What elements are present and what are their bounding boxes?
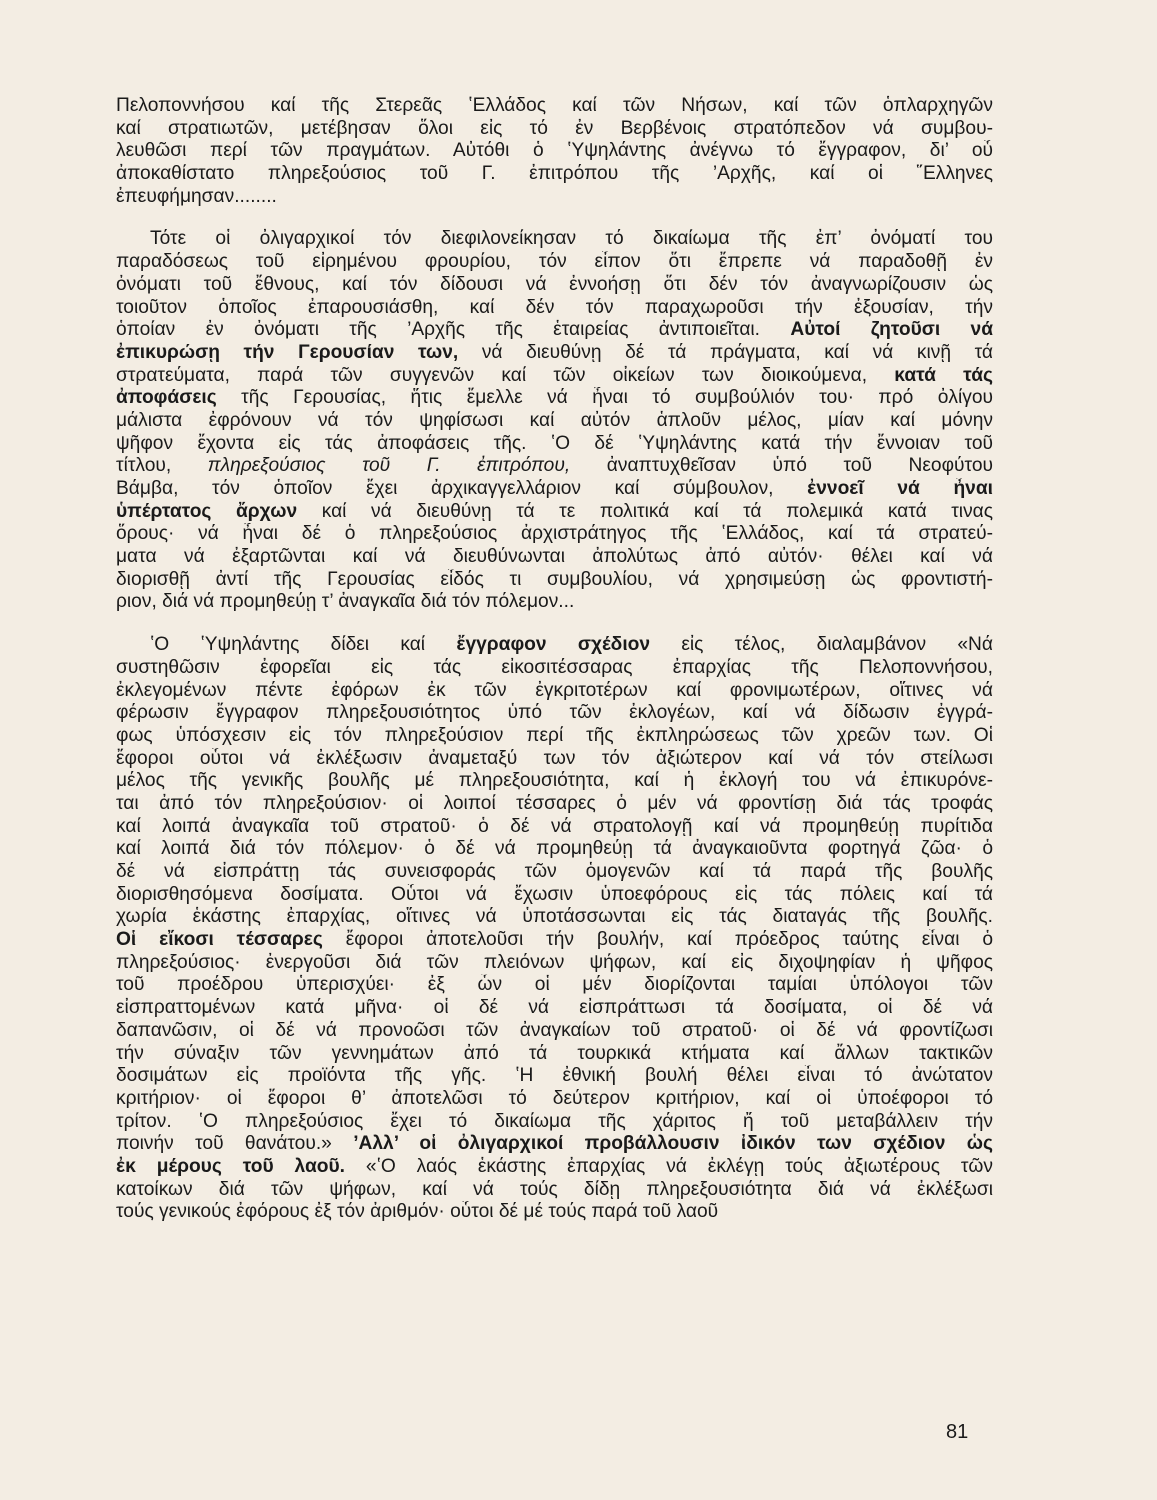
text-run: τοῦ προέδρου ὑπερισχύει· ἐξ ὧν οἱ μέν διορίζονται ταμίαι ὑπόλογοι τῶν [116,974,993,996]
text-line [116,228,993,251]
text-line [116,997,993,1020]
text-line [116,274,993,297]
page-number: 81 [946,1421,969,1443]
text-run: νά διευθύνῃ δέ τά πράγματα, καί νά κινῇ τά [458,341,993,363]
text-line [116,1201,993,1224]
text-line [116,591,993,614]
text-run: τῆς Γερουσίας, ἥτις ἔμελλε νά ἦναι τό συμβούλιόν του· πρό ὀλίγου [216,387,993,409]
text-run: εἰς τέλος, διαλαμβάνον «Νά [650,634,993,656]
bold-text: κατά τάς [894,364,993,386]
bold-text: ἔγγραφον σχέδιον [456,634,651,656]
text-run: μάλιστα ἐφρόνουν νά τόν ψηφίσωσι καί αὐτόν ἁπλοῦν μέλος, μίαν καί μόνην [116,409,993,431]
text-run: καί λοιπά διά τόν πόλεμον· ὁ δέ νά προμηθεύῃ τά ἀναγκαιοῦντα φορτηγά ζῶα· ὁ [116,838,993,860]
text-line [116,118,993,141]
text-run: καί λοιπά ἀναγκαῖα τοῦ στρατοῦ· ὁ δέ νά στρατολογῇ καί νά προμηθεύῃ πυρίτιδα [116,815,993,837]
text-run: ψῆφον ἔχοντα εἰς τάς ἀποφάσεις τῆς. ʽΟ δέ ʽΥψηλάντης κατά τήν ἔννοιαν τοῦ [116,432,993,454]
text-run: ποινήν τοῦ θανάτου.» [116,1133,354,1155]
text-run: ἀποκαθίστατο πληρεξούσιος τοῦ Γ. ἐπιτρόπου τῆς ’Αρχῆς, καί οἱ ῞Ελληνες [116,163,993,185]
text-line [116,680,993,703]
text-line [116,816,993,839]
text-run: τήν σύναξιν τῶν γεννημάτων ἀπό τά τουρκικά κτήματα καί ἄλλων τακτικῶν [116,1042,993,1064]
bold-text: ἐπικυρώσῃ τήν Γερουσίαν των, [116,341,459,363]
text-run: καί στρατιωτῶν, μετέβησαν ὅλοι εἰς τό ἐν Βερβένοις στρατόπεδον νά συμβου- [116,117,993,139]
text-run: τρίτον. ʽΟ πληρεξούσιος ἔχει τό δικαίωμα τῆς χάριτος ἤ τοῦ μεταβάλλειν τήν [116,1110,993,1132]
text-line [116,387,993,410]
text-run: χωρία ἑκάστης ἐπαρχίας, οἵτινες νά ὑποτάσσωνται εἰς τάς διαταγάς τῆς βουλῆς. [116,906,993,928]
text-run: μέλος τῆς γενικῆς βουλῆς μέ πληρεξουσιότητα, καί ἡ ἐκλογή του νά ἐπικυρόνε- [116,770,993,792]
text-line [116,319,993,342]
text-line [116,1088,993,1111]
text-line [116,929,993,952]
text-line [116,1111,993,1134]
text-line [116,433,993,456]
text-run: τίτλου, [116,455,208,477]
text-run: καί νά διευθύνῃ τά τε πολιτικά καί τά πολεμικά κατά τινας [297,500,993,522]
text-line [116,95,993,118]
text-line [116,569,993,592]
text-line [116,906,993,929]
text-line [116,1020,993,1043]
text-run: φέρωσιν ἔγγραφον πληρεξουσιότητος ὑπό τῶν ἐκλογέων, καί νά δίδωσιν ἐγγρά- [116,702,993,724]
paragraph [116,95,993,208]
text-line [116,251,993,274]
text-line [116,725,993,748]
bold-text: ’Αλλ’ οἱ ὀλιγαρχικοί προβάλλουσιν ἰδικόν των σχέδιον ὡς [353,1133,993,1155]
text-line [116,478,993,501]
text-run: ματα νά ἐξαρτῶνται καί νά διευθύνωνται ἀπολύτως ἀπό αὐτόν· θέλει καί νά [116,546,993,568]
bold-text: ἐννοεῖ νά ἦναι [807,478,993,499]
text-run: Πελοποννήσου καί τῆς Στερεᾶς ʽΕλλάδος καί τῶν Νήσων, καί τῶν ὁπλαρχηγῶν [116,95,993,116]
text-line [116,634,993,657]
paragraph [116,634,993,1224]
bold-text: Οἱ εἴκοσι τέσσαρες [116,929,323,951]
text-run: ὅρους· νά ἦναι δέ ὁ πληρεξούσιος ἀρχιστράτηγος τῆς ʽΕλλάδος, καί τά στρατεύ- [116,523,993,545]
text-line [116,748,993,771]
text-run: ται ἀπό τόν πληρεξούσιον· οἱ λοιποί τέσσαρες ὁ μέν νά φροντίσῃ διά τάς τροφάς [116,792,993,814]
text-line [116,657,993,680]
text-run: ὁποίαν ἐν ὀνόματι τῆς ’Αρχῆς τῆς ἑταιρείας ἀντιποιεῖται. [116,319,791,341]
text-run: δέ νά εἰσπράττῃ τάς συνεισφοράς τῶν ὁμογενῶν καί τά παρά τῆς βουλῆς [116,861,993,882]
text-run: ἐπευφήμησαν........ [116,185,277,207]
text-line [116,861,993,884]
text-line [116,702,993,725]
text-line [116,523,993,546]
text-line [116,1179,993,1202]
text-run: ἔφοροι ἀποτελοῦσι τήν βουλήν, καί πρόεδρος ταύτης εἶναι ὁ [322,929,993,951]
paragraph [116,228,993,614]
text-run: εἰσπραττομένων κατά μῆνα· οἱ δέ νά εἰσπράττωσι τά δοσίματα, οἱ δέ νά [116,997,993,1019]
text-line [116,974,993,997]
text-run: στρατεύματα, παρά τῶν συγγενῶν καί τῶν οἰκείων των διοικούμενα, [116,364,895,386]
text-line [116,770,993,793]
text-run: τοιοῦτον ὁποῖος ἐπαρουσιάσθη, καί δέν τόν παραχωροῦσι τήν ἐξουσίαν, τήν [116,296,993,318]
text-run: φως ὑπόσχεσιν εἰς τόν πληρεξούσιον περί τῆς ἐκπληρώσεως τῶν χρεῶν των. Οἱ [116,724,993,746]
body-text [116,95,993,1244]
text-line [116,952,993,975]
text-run: δοσιμάτων εἰς προϊόντα τῆς γῆς. ʽΗ ἐθνική βουλή θέλει εἶναι τό ἀνώτατον [116,1065,993,1087]
text-run: ʽΟ ʽΥψηλάντης δίδει καί [150,634,457,656]
text-run: διορισθησόμενα δοσίματα. Οὗτοι νά ἔχωσιν ὑποεφόρους εἰς τάς πόλεις καί τά [116,883,993,905]
text-run: κατοίκων διά τῶν ψήφων, καί νά τούς δίδῃ πληρεξουσιότητα διά νά ἐκλέξωσι [116,1178,993,1200]
bold-text: Αὐτοί ζητοῦσι νά [790,319,993,341]
text-run: ὀνόματι τοῦ ἔθνους, καί τόν δίδουσι νά ἐννοήσῃ ὅτι δέν τόν ἀναγνωρίζουσιν ὡς [116,273,993,295]
text-run: Τότε οἱ ὀλιγαρχικοί τόν διεφιλονείκησαν τό δικαίωμα τῆς ἐπ’ ὀνόματί του [150,228,993,250]
text-run: λευθῶσι περί τῶν πραγμάτων. Αὐτόθι ὁ ʽΥψηλάντης ἀνέγνω τό ἔγγραφον, δι’ οὗ [116,140,993,162]
text-run: ριον, διά νά προμηθεύῃ τ’ ἀναγκαῖα διά τόν πόλεμον... [116,591,575,613]
text-run: ἔφοροι οὗτοι νά ἐκλέξωσιν ἀναμεταξύ των τόν ἀξιώτερον καί νά τόν στείλωσι [116,747,993,769]
text-line [116,1043,993,1066]
text-run: Βάμβα, τόν ὁποῖον ἔχει ἀρχικαγγελλάριον καί σύμβουλον, [116,478,808,499]
text-line [116,140,993,163]
text-run: δαπανῶσιν, οἱ δέ νά προνοῶσι τῶν ἀναγκαίων τοῦ στρατοῦ· οἱ δέ νά φροντίζωσι [116,1019,993,1041]
text-line [116,186,993,209]
italic-text: πληρεξούσιος τοῦ Γ. ἐπιτρόπου, [207,455,571,477]
bold-text: ὑπέρτατος ἄρχων [116,500,298,522]
text-line [116,1065,993,1088]
text-run: διορισθῇ ἀντί τῆς Γερουσίας εἶδός τι συμβουλίου, νά χρησιμεύσῃ ὡς φροντιστή- [116,568,993,590]
text-run: τούς γενικούς ἐφόρους ἐξ τόν ἀριθμόν· οὗτοι δέ μέ τούς παρά τοῦ λαοῦ [116,1201,719,1223]
text-line [116,342,993,365]
text-run: ἐκλεγομένων πέντε ἐφόρων ἐκ τῶν ἐγκριτοτέρων καί φρονιμωτέρων, οἵτινες νά [116,679,993,701]
text-run: παραδόσεως τοῦ εἰρημένου φρουρίου, τόν εἶπον ὅτι ἔπρεπε νά παραδοθῇ ἐν [116,251,993,273]
text-line [116,1156,993,1179]
text-line [116,297,993,320]
bold-text: ἐκ μέρους τοῦ λαοῦ. [116,1155,345,1177]
text-line [116,838,993,861]
text-run: «ʽΟ λαός ἑκάστης ἐπαρχίας νά ἐκλέγῃ τούς ἀξιωτέρους τῶν [345,1155,993,1177]
text-line [116,455,993,478]
text-line [116,1133,993,1156]
text-line [116,365,993,388]
text-run: πληρεξούσιος· ἐνεργοῦσι διά τῶν πλειόνων ψήφων, καί εἰς διχοψηφίαν ἡ ψῆφος [116,951,993,973]
text-line [116,884,993,907]
bold-text: ἀποφάσεις [116,387,217,409]
text-run: συστηθῶσιν ἐφορεῖαι εἰς τάς εἰκοσιτέσσαρας ἐπαρχίας τῆς Πελοποννήσου, [116,656,993,678]
text-line [116,793,993,816]
text-run: κριτήριον· οἱ ἔφοροι θ’ ἀποτελῶσι τό δεύτερον κριτήριον, καί οἱ ὑποέφοροι τό [116,1087,993,1109]
text-line [116,546,993,569]
text-line [116,410,993,433]
text-run: ἀναπτυχθεῖσαν ὑπό τοῦ Νεοφύτου [570,455,993,477]
text-line [116,501,993,524]
text-line [116,163,993,186]
